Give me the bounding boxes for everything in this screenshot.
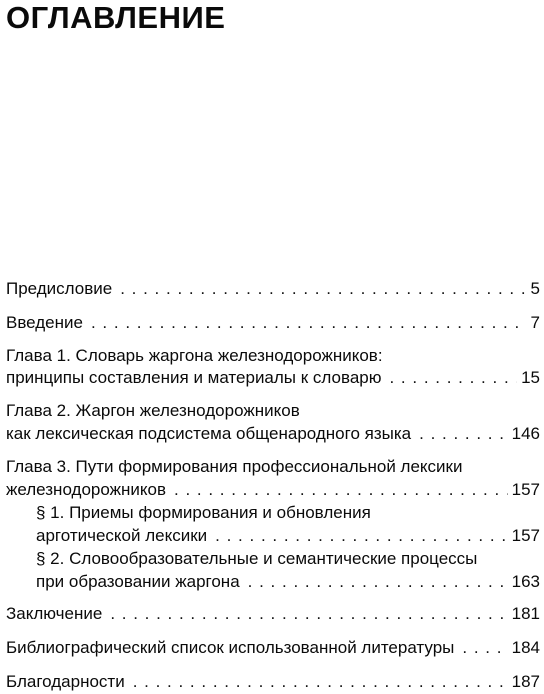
toc-entry-section2	[36, 571, 540, 593]
dot-leader	[419, 423, 508, 445]
toc-entry-title: Введение	[6, 313, 83, 332]
dot-leader	[389, 367, 517, 389]
toc-entry-acknowledgements	[6, 671, 540, 693]
toc-entry-chapter2-line1: Глава 2. Жаргон железнодорожников	[6, 401, 300, 420]
toc-entry-title: Библиографический список использованной литературы	[6, 638, 455, 657]
toc-entry-title: Благодарности	[6, 672, 125, 691]
toc-entry-conclusion	[6, 603, 540, 625]
toc-entry-page: 163	[511, 572, 540, 591]
toc-entry-title: принципы составления и материалы к словарю	[6, 368, 382, 387]
dot-leader	[91, 312, 527, 334]
toc-entry-bibliography	[6, 637, 540, 659]
toc-entry-title: Предисловие	[6, 279, 113, 298]
toc-entry-page: 184	[511, 638, 540, 657]
toc-entry-page: 157	[511, 480, 540, 499]
toc-entry-title: арготической лексики	[36, 526, 208, 545]
dot-leader	[248, 571, 508, 593]
dot-leader	[462, 637, 507, 659]
page-title: ОГЛАВЛЕНИЕ	[6, 0, 226, 35]
toc-entry-page: 181	[511, 604, 540, 623]
toc-entry-page: 15	[521, 368, 540, 387]
toc-entry-page: 157	[511, 526, 540, 545]
toc-entry-introduction	[6, 312, 540, 334]
dot-leader	[174, 479, 508, 501]
toc-entry-section2-line1: § 2. Словообразовательные и семантические процессы	[36, 549, 478, 568]
toc-entry-page: 146	[511, 424, 540, 443]
dot-leader	[110, 603, 507, 625]
toc-entry-title: Заключение	[6, 604, 103, 623]
toc-entry-chapter3-line1: Глава 3. Пути формирования профессиональной лексики	[6, 457, 463, 476]
toc-entry-page: 187	[511, 672, 540, 691]
toc-entry-preface	[6, 278, 540, 300]
toc-entry-title: при образовании жаргона	[36, 572, 240, 591]
toc-entry-page: 7	[530, 313, 540, 332]
toc-entry-chapter3	[6, 479, 540, 501]
toc-entry-chapter1-line1: Глава 1. Словарь жаргона железнодорожников:	[6, 346, 383, 365]
toc-entry-title: как лексическая подсистема общенародного языка	[6, 424, 412, 443]
dot-leader	[133, 671, 508, 693]
dot-leader	[120, 278, 526, 300]
toc-entry-chapter1	[6, 367, 540, 389]
toc-entry-page: 5	[530, 279, 540, 298]
toc-entry-section1	[36, 525, 540, 547]
toc-entry-chapter2	[6, 423, 540, 445]
dot-leader	[215, 525, 507, 547]
toc-entry-title: железнодорожников	[6, 480, 166, 499]
toc-entry-section1-line1: § 1. Приемы формирования и обновления	[36, 503, 371, 522]
